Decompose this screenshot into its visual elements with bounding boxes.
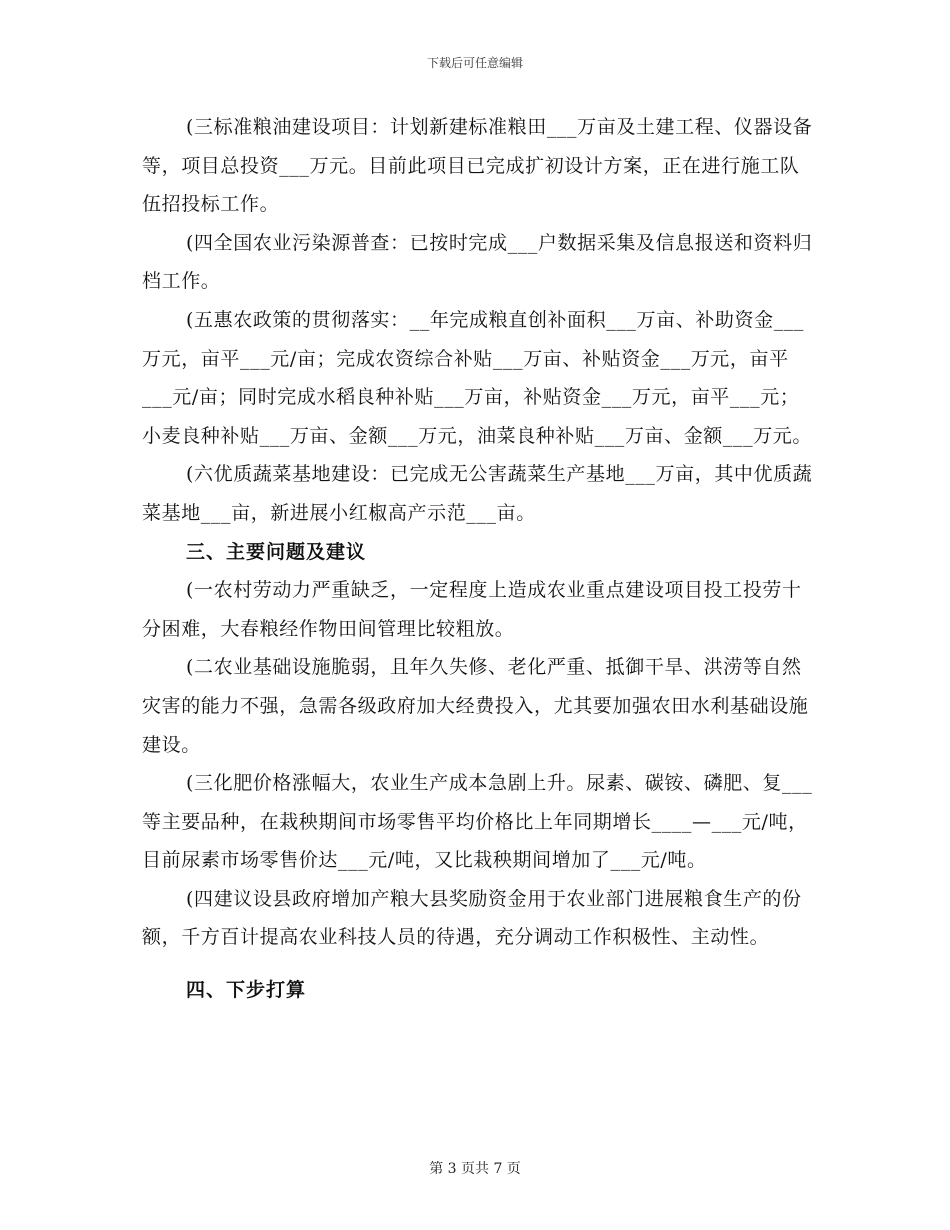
paragraph-pollution-survey: (四全国农业污染源普查：已按时完成___户数据采集及信息报送和资料归档工作。 bbox=[142, 231, 813, 293]
paragraph-labor-shortage: (一农村劳动力严重缺乏，一定程度上造成农业重点建设项目投工投劳十分困难，大春粮经作物田间管理比较粗放。 bbox=[142, 579, 802, 640]
document-body bbox=[142, 108, 817, 1010]
paragraph-suggestion: (四建议设县政府增加产粮大县奖励资金用于农业部门进展粮食生产的份额，千方百计提高农业科技人员的待遇，充分调动工作积极性、主动性。 bbox=[142, 887, 802, 949]
section-heading-problems: 三、主要问题及建议 bbox=[186, 540, 367, 563]
paragraph-grain-oil-project: (三标准粮油建设项目：计划新建标准粮田___万亩及土建工程、仪器设备等，项目总投资___万元。目前此项目已完成扩初设计方案，正在进行施工队伍招投标工作。 bbox=[142, 116, 813, 216]
page-footer: 第 3 页共 7 页 bbox=[429, 1161, 521, 1177]
paragraph-vegetable-base: (六优质蔬菜基地建设：已完成无公害蔬菜生产基地___万亩，其中优质蔬菜基地___亩，新进展小红椒高产示范___亩。 bbox=[142, 463, 813, 524]
page-header: 下载后可任意编辑 bbox=[426, 56, 523, 70]
paragraph-fertilizer-price: (三化肥价格涨幅大，农业生产成本急剧上升。尿素、碳铵、磷肥、复___等主要品种，在栽秧期间市场零售平均价格比上年同期增长____—___元/吨，目前尿素市场零售价达___元/吨，又比栽秧期间增加了___元/吨。 bbox=[142, 772, 813, 872]
paragraph-infrastructure: (二农业基础设施脆弱，且年久失修、老化严重、抵御干旱、洪涝等自然灾害的能力不强，急需各级政府加大经费投入，尤其要加强农田水利基础设施建设。 bbox=[142, 656, 809, 756]
section-heading-next-steps: 四、下步打算 bbox=[186, 979, 307, 1002]
paragraph-subsidy-policy: (五惠农政策的贯彻落实：__年完成粮直创补面积___万亩、补助资金___万元，亩平___元/亩；完成农资综合补贴___万亩、补贴资金___万元，亩平___元/亩；同时完成水稻良种补贴___万亩，补贴资金___万元，亩平___元；小麦良种补贴___万亩、金额___万元，油菜良种补贴___万亩、金额___万元。 bbox=[142, 308, 813, 447]
